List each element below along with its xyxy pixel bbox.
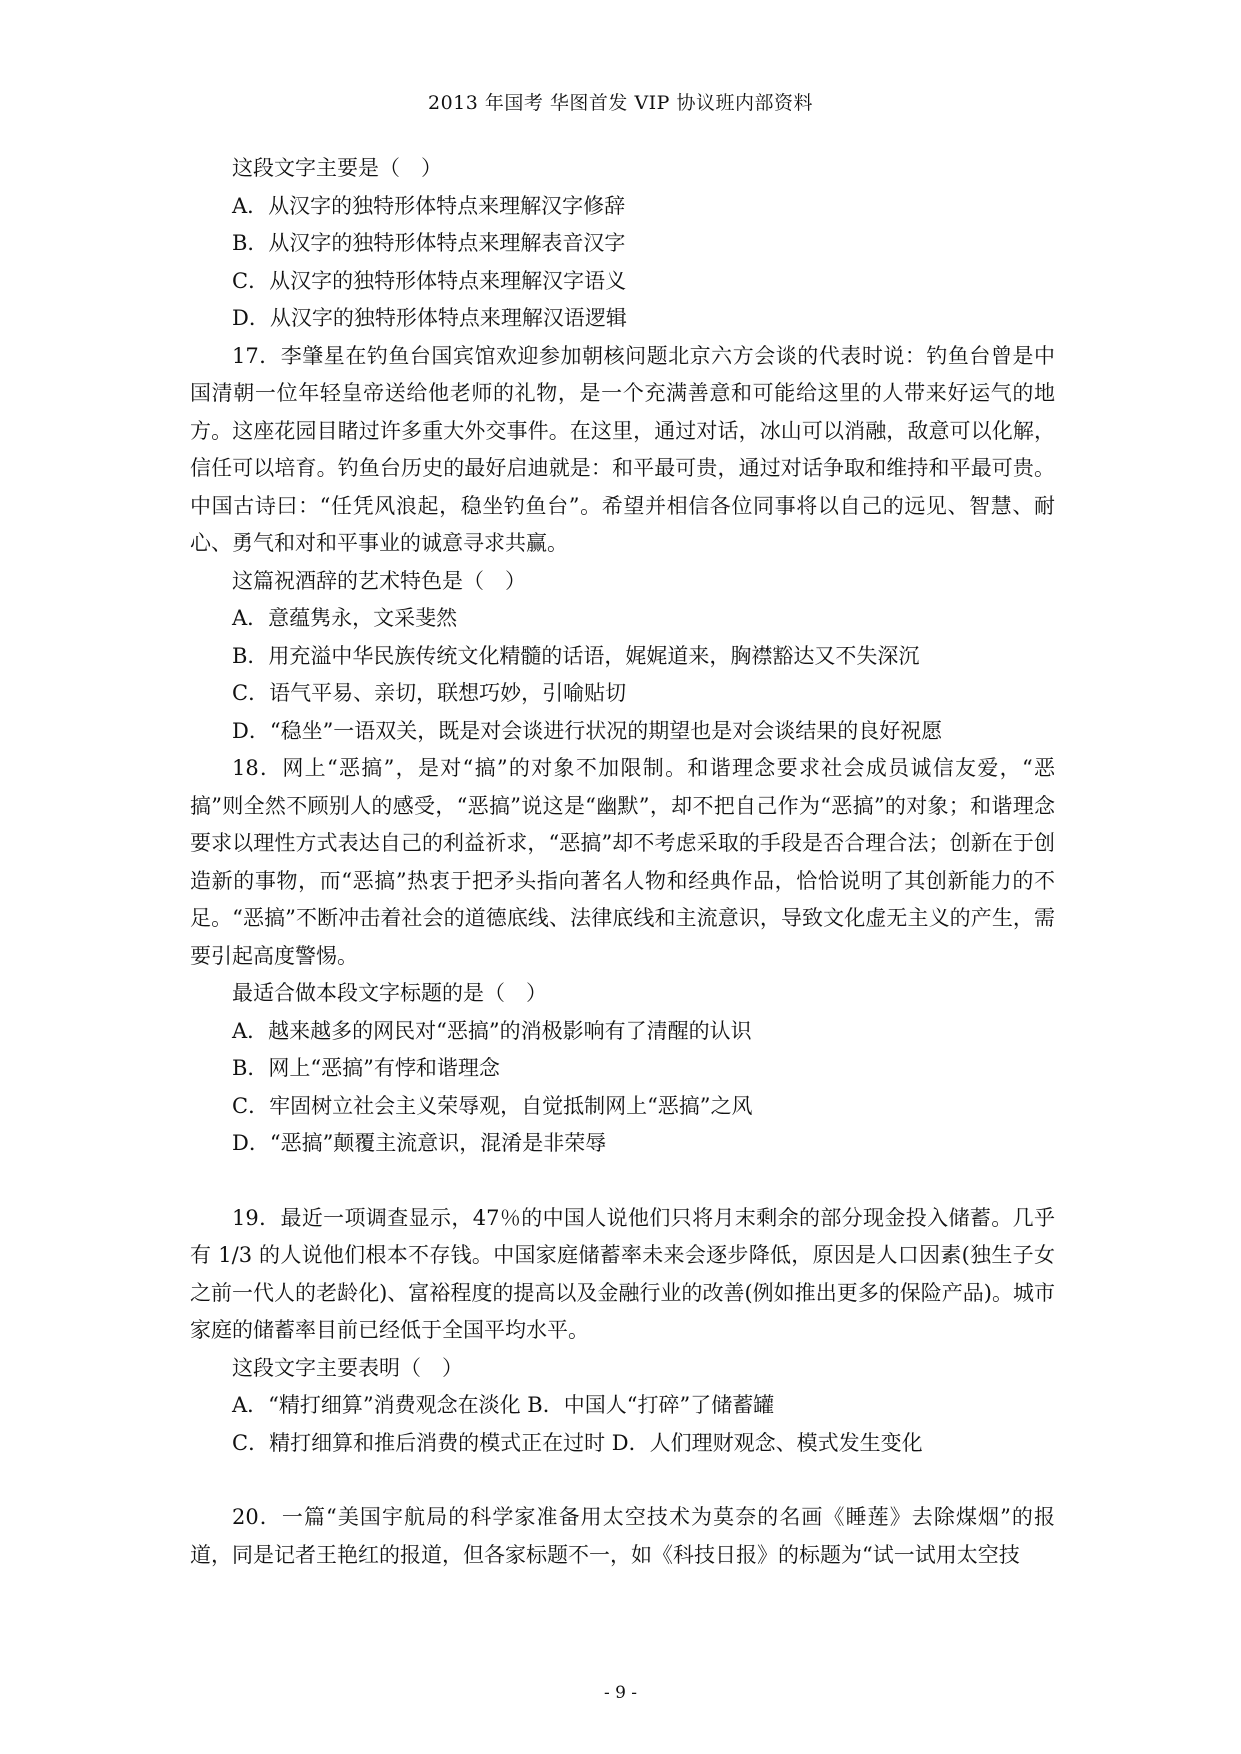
q17-option-d: D．“稳坐”一语双关，既是对会谈进行状况的期望也是对会谈结果的良好祝愿 <box>232 718 943 743</box>
q19-options-ab: A．“精打细算”消费观念在淡化 B．中国人“打碎”了储蓄罐 <box>232 1393 775 1417</box>
q18-passage: 18．网上“恶搞”，是对“搞”的对象不加限制。和谐理念要求社会成员诚信友爱，“恶搞”则全然不顾别人的感受，“恶搞”说这是“幽默”，却不把自己作为“恶搞”的对象；和谐理念要求以理性方式表达自己的利益祈求，“恶搞”却不考虑采取的手段是否合理合法；创新在于创造新的事物，而“恶搞”热衷于把矛头指向著名人物和经典作品，恰恰说明了其创新能力的不足。“恶搞”不断冲击着社会的道德底线、法律底线和主流意识，导致文化虚无主义的产生，需要引起高度警惕。 <box>190 756 1055 968</box>
q16-question: 这段文字主要是（ ） <box>232 156 442 180</box>
q19-passage: 19．最近一项调查显示，47％的中国人说他们只将月末剩余的部分现金投入储蓄。几乎有 1/3 的人说他们根本不存钱。中国家庭储蓄率未来会逐步降低，原因是人口因素(独生子女之前一代人的老龄化)、富裕程度的提高以及金融行业的改善(例如推出更多的保险产品)。城市家庭的储蓄率目前已经低于全国平均水平。 <box>190 1205 1055 1342</box>
spacer <box>190 1462 1055 1499</box>
q17-question: 这篇祝酒辞的艺术特色是（ ） <box>232 568 526 593</box>
q17-option-b: B．用充溢中华民族传统文化精髓的话语，娓娓道来，胸襟豁达又不失深沉 <box>232 643 920 668</box>
q16-option-a: A．从汉字的独特形体特点来理解汉字修辞 <box>232 193 626 218</box>
q16-option-c: C．从汉字的独特形体特点来理解汉字语义 <box>232 268 627 293</box>
q19-question: 这段文字主要表明（ ） <box>232 1355 463 1380</box>
page-content <box>190 150 1055 1574</box>
q18-option-c: C．牢固树立社会主义荣辱观，自觉抵制网上“恶搞”之风 <box>232 1093 753 1118</box>
q20-passage: 20．一篇“美国宇航局的科学家准备用太空技术为莫奈的名画《睡莲》去除煤烟”的报道，同是记者王艳红的报道，但各家标题不一，如《科技日报》的标题为“试一试用太空技 <box>190 1505 1055 1567</box>
q18-option-b: B．网上“恶搞”有悖和谐理念 <box>232 1056 500 1080</box>
page-header: 2013 年国考 华图首发 VIP 协议班内部资料 <box>427 92 814 114</box>
q19-options-cd: C．精打细算和推后消费的模式正在过时 D．人们理财观念、模式发生变化 <box>232 1430 923 1455</box>
spacer <box>190 1163 1055 1200</box>
page-number: - 9 - <box>603 1683 638 1703</box>
q17-option-c: C．语气平易、亲切，联想巧妙，引喻贴切 <box>232 681 627 705</box>
q18-option-a: A．越来越多的网民对“恶搞”的消极影响有了清醒的认识 <box>232 1018 752 1043</box>
q18-option-d: D．“恶搞”颠覆主流意识，混淆是非荣辱 <box>232 1131 607 1155</box>
q16-option-d: D．从汉字的独特形体特点来理解汉语逻辑 <box>232 306 627 330</box>
q16-option-b: B．从汉字的独特形体特点来理解表音汉字 <box>232 231 626 255</box>
q17-passage: 17．李肇星在钓鱼台国宾馆欢迎参加朝核问题北京六方会谈的代表时说：钓鱼台曾是中国清朝一位年轻皇帝送给他老师的礼物，是一个充满善意和可能给这里的人带来好运气的地方。这座花园目睹过许多重大外交事件。在这里，通过对话，冰山可以消融，敌意可以化解，信任可以培育。钓鱼台历史的最好启迪就是：和平最可贵，通过对话争取和维持和平最可贵。中国古诗曰：“任凭风浪起，稳坐钓鱼台”。希望并相信各位同事将以自己的远见、智慧、耐心、勇气和对和平事业的诚意寻求共赢。 <box>190 343 1055 555</box>
q18-question: 最适合做本段文字标题的是（ ） <box>232 981 547 1005</box>
q17-option-a: A．意蕴隽永，文采斐然 <box>232 606 458 630</box>
